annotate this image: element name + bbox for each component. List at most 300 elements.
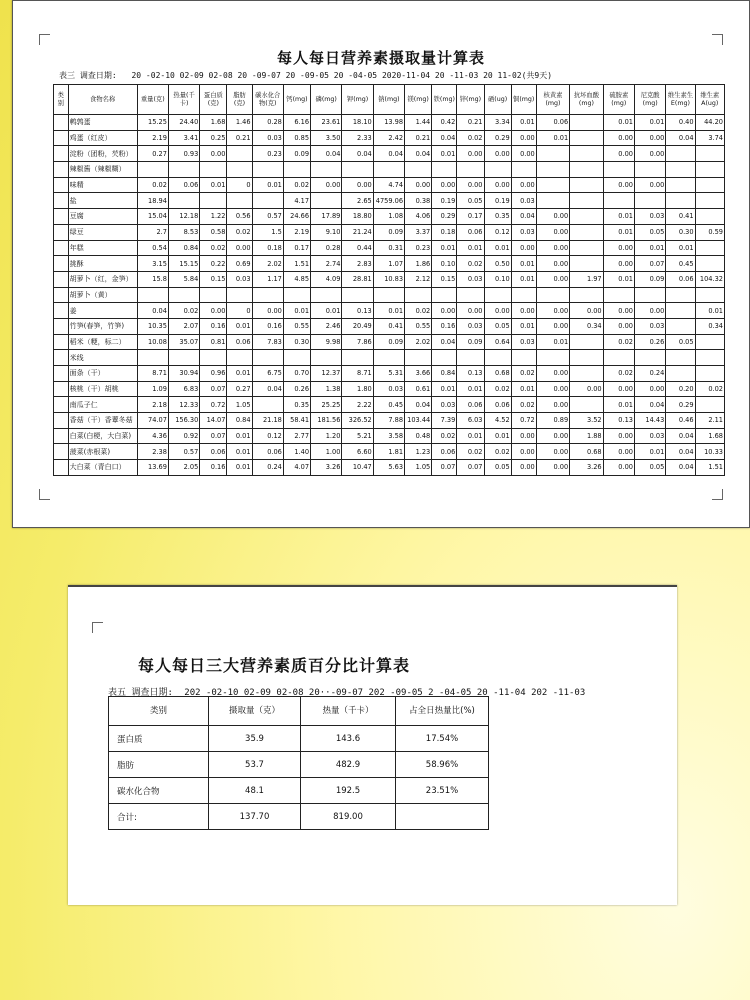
table-cell: 0.00 <box>570 303 603 319</box>
table-cell <box>54 428 69 444</box>
table-cell <box>54 350 69 366</box>
table-cell: 4.17 <box>283 193 310 209</box>
table-cell: 0.00 <box>634 303 665 319</box>
table-cell: 0.25 <box>200 130 227 146</box>
table-row <box>54 287 725 303</box>
table-cell: 4.07 <box>283 460 310 476</box>
table-cell: 0.04 <box>405 397 432 413</box>
table-cell: 3.41 <box>168 130 199 146</box>
table-cell: 1.86 <box>405 256 432 272</box>
table-cell: 0.06 <box>168 177 199 193</box>
table-cell: 0.34 <box>695 318 724 334</box>
table-cell <box>227 350 252 366</box>
table-cell: 0.01 <box>227 444 252 460</box>
table-cell: 0.00 <box>342 177 373 193</box>
column-header: 维生素A(ug) <box>695 85 724 115</box>
table-cell: 绿豆 <box>68 224 137 240</box>
table-cell: 0.00 <box>536 209 569 225</box>
table-cell <box>54 224 69 240</box>
table-cell: 23.61 <box>311 115 342 131</box>
table-cell: 2.83 <box>342 256 373 272</box>
table-cell: 0.01 <box>511 318 536 334</box>
table-cell: 0.21 <box>457 115 484 131</box>
table-cell: 0.85 <box>283 130 310 146</box>
table-cell: 0.01 <box>227 460 252 476</box>
table-cell: 0.00 <box>603 240 634 256</box>
table-row <box>109 726 489 752</box>
table-cell: 28.81 <box>342 271 373 287</box>
column-header: 尼克酸(mg) <box>634 85 665 115</box>
table-cell: 0.16 <box>200 318 227 334</box>
table-cell: 0.02 <box>137 177 168 193</box>
table-header-row <box>109 697 489 726</box>
table-cell: 0.04 <box>432 130 457 146</box>
table-row <box>54 460 725 476</box>
table-cell <box>373 350 404 366</box>
table-cell: 9.10 <box>311 224 342 240</box>
table-cell: 鸡蛋（红皮） <box>68 130 137 146</box>
table-cell <box>536 193 569 209</box>
table-cell <box>570 209 603 225</box>
table-cell: 0.02 <box>603 366 634 382</box>
table-cell: 4.06 <box>405 209 432 225</box>
column-header: 镁(mg) <box>405 85 432 115</box>
table-cell: 6.03 <box>457 413 484 429</box>
column-header: 碳水化合物(克) <box>252 85 283 115</box>
table-cell: 0.00 <box>511 303 536 319</box>
table-cell: 1.38 <box>311 381 342 397</box>
table-cell <box>54 256 69 272</box>
table-cell: 0.45 <box>373 397 404 413</box>
table-cell: 0.05 <box>457 193 484 209</box>
table-cell <box>54 177 69 193</box>
table-cell: 菠菜(赤根菜) <box>68 444 137 460</box>
table-cell: 3.66 <box>405 366 432 382</box>
table-cell: 0.30 <box>666 224 695 240</box>
table-cell: 0.00 <box>536 240 569 256</box>
table-cell: 0.27 <box>137 146 168 162</box>
table-cell <box>511 162 536 178</box>
table-cell: 0.29 <box>432 209 457 225</box>
table-cell <box>373 287 404 303</box>
table-cell <box>168 350 199 366</box>
table-cell: 1.08 <box>373 209 404 225</box>
table-cell: 鹌鹑蛋 <box>68 115 137 131</box>
table-cell <box>570 224 603 240</box>
table-cell: 0.09 <box>373 224 404 240</box>
table-cell: 3.15 <box>137 256 168 272</box>
table-cell: 0.00 <box>200 146 227 162</box>
table-cell: 20.49 <box>342 318 373 334</box>
table-cell: 0.00 <box>511 460 536 476</box>
table-cell: 0.26 <box>283 381 310 397</box>
table-cell: 0.21 <box>405 130 432 146</box>
table-cell <box>695 256 724 272</box>
table-row <box>54 366 725 382</box>
table-cell: 0.00 <box>570 381 603 397</box>
column-header: 硫胺素(mg) <box>603 85 634 115</box>
table-cell: 0.00 <box>252 303 283 319</box>
column-header: 锌(mg) <box>457 85 484 115</box>
table-cell <box>252 287 283 303</box>
table-row <box>54 350 725 366</box>
table-cell: 0.19 <box>484 193 511 209</box>
table-cell: 0.06 <box>484 397 511 413</box>
table-cell: 0.56 <box>227 209 252 225</box>
table-cell <box>54 240 69 256</box>
table-cell: 0.00 <box>603 146 634 162</box>
table-cell: 44.20 <box>695 115 724 131</box>
table-cell: 0.70 <box>283 366 310 382</box>
table-cell: 8.71 <box>342 366 373 382</box>
table-cell: 0.61 <box>405 381 432 397</box>
table-cell: 0.45 <box>666 256 695 272</box>
table-cell: 0.20 <box>666 381 695 397</box>
table-cell: 482.9 <box>301 752 396 778</box>
table-cell: 0.24 <box>634 366 665 382</box>
table-cell <box>168 193 199 209</box>
table-cell: 0.04 <box>342 146 373 162</box>
table-cell: 17.54% <box>396 726 489 752</box>
table-cell: 0.07 <box>432 460 457 476</box>
table-cell: 0.00 <box>311 177 342 193</box>
table-cell <box>405 350 432 366</box>
table-cell: 0.04 <box>405 146 432 162</box>
table-cell <box>695 397 724 413</box>
table-cell <box>227 193 252 209</box>
table-cell: 1.44 <box>405 115 432 131</box>
table-cell: 0.03 <box>252 130 283 146</box>
table-cell: 0.00 <box>432 177 457 193</box>
table-cell: 0.01 <box>311 303 342 319</box>
column-header: 抗坏血酸(mg) <box>570 85 603 115</box>
column-header: 核黄素(mg) <box>536 85 569 115</box>
table-cell: 0.01 <box>603 224 634 240</box>
table-cell: 盐 <box>68 193 137 209</box>
table-cell: 0.89 <box>536 413 569 429</box>
table-cell: 0.84 <box>432 366 457 382</box>
table-cell <box>570 334 603 350</box>
table-cell: 1.51 <box>695 460 724 476</box>
table-cell <box>536 350 569 366</box>
table-cell: 14.07 <box>200 413 227 429</box>
crop-mark <box>39 34 50 45</box>
table-cell: 1.81 <box>373 444 404 460</box>
table-cell: 0.06 <box>432 444 457 460</box>
table-cell: 0.02 <box>283 177 310 193</box>
table-cell: 1.5 <box>252 224 283 240</box>
table-cell: 0.00 <box>603 444 634 460</box>
table-cell <box>570 177 603 193</box>
table-cell <box>311 162 342 178</box>
table-cell: 0.07 <box>200 428 227 444</box>
table-cell <box>396 804 489 830</box>
table-row <box>54 303 725 319</box>
table-cell: 姜 <box>68 303 137 319</box>
table-cell: 4.85 <box>283 271 310 287</box>
column-header: 脂肪(克) <box>227 85 252 115</box>
table-cell: 0.00 <box>603 318 634 334</box>
table-cell: 137.70 <box>209 804 301 830</box>
table-cell: 2.46 <box>311 318 342 334</box>
table-cell: 0.03 <box>457 318 484 334</box>
table-cell: 0.01 <box>283 303 310 319</box>
table-cell: 10.35 <box>137 318 168 334</box>
column-header: 维生素生E(mg) <box>666 85 695 115</box>
table-cell <box>666 287 695 303</box>
table-row <box>109 804 489 830</box>
table-cell: 0.00 <box>511 444 536 460</box>
table-cell: 0.24 <box>252 460 283 476</box>
table-cell: 53.7 <box>209 752 301 778</box>
table-cell: 0.00 <box>536 428 569 444</box>
table-cell: 0.30 <box>283 334 310 350</box>
table-cell: 0.01 <box>634 115 665 131</box>
column-header: 钾(mg) <box>342 85 373 115</box>
table-cell: 0.57 <box>168 444 199 460</box>
table-cell: 2.74 <box>311 256 342 272</box>
table-cell: 15.8 <box>137 271 168 287</box>
nutrient-intake-sheet <box>12 0 750 528</box>
table-cell: 0.12 <box>484 224 511 240</box>
table-cell: 8.53 <box>168 224 199 240</box>
table-cell: 0.68 <box>484 366 511 382</box>
table-cell: 0.00 <box>536 271 569 287</box>
table-cell: 0.04 <box>666 130 695 146</box>
table-cell: 21.18 <box>252 413 283 429</box>
table-cell <box>603 287 634 303</box>
survey-dates: 20 -02-10 02-09 02-08 20 -09-07 20 -09-05 20 -04-05 2020-11-04 20 -11-03 20 11-02(共9天) <box>131 71 553 80</box>
table-cell: 0.01 <box>695 303 724 319</box>
table-cell: 1.23 <box>405 444 432 460</box>
table-row <box>54 256 725 272</box>
table-cell: 0.01 <box>603 209 634 225</box>
table-cell: 0.05 <box>484 460 511 476</box>
table-cell: 0.00 <box>536 366 569 382</box>
table-cell: 0.17 <box>283 240 310 256</box>
table-row <box>54 193 725 209</box>
table-cell <box>695 366 724 382</box>
table-cell <box>666 366 695 382</box>
table-cell: 0.00 <box>634 177 665 193</box>
table-cell <box>311 287 342 303</box>
table-cell: 0.01 <box>511 256 536 272</box>
table-cell <box>200 193 227 209</box>
table-row <box>54 177 725 193</box>
table-cell: 9.98 <box>311 334 342 350</box>
table-cell: 181.56 <box>311 413 342 429</box>
table-cell: 0.04 <box>634 397 665 413</box>
table-cell <box>432 350 457 366</box>
table-cell <box>54 287 69 303</box>
table-cell: 脂肪 <box>109 752 209 778</box>
table-cell: 0.00 <box>603 460 634 476</box>
table-cell: 0 <box>227 177 252 193</box>
table-cell: 0.92 <box>168 428 199 444</box>
table-cell: 0.01 <box>432 381 457 397</box>
table-cell: 0.01 <box>252 177 283 193</box>
table-cell <box>168 162 199 178</box>
table-cell: 0.00 <box>536 381 569 397</box>
table-cell: 0.44 <box>342 240 373 256</box>
column-header: 食物名称 <box>68 85 137 115</box>
table-cell <box>54 397 69 413</box>
table-cell: 0.23 <box>252 146 283 162</box>
table-cell: 0.54 <box>137 240 168 256</box>
table-cell <box>666 303 695 319</box>
table-cell: 0.02 <box>432 428 457 444</box>
table-cell: 0.68 <box>570 444 603 460</box>
table-cell: 0.01 <box>603 115 634 131</box>
table-cell: 0.23 <box>405 240 432 256</box>
table-cell: 0.07 <box>634 256 665 272</box>
table-cell <box>283 162 310 178</box>
column-header: 钙(mg) <box>283 85 310 115</box>
table-cell: 2.22 <box>342 397 373 413</box>
table-cell <box>511 287 536 303</box>
table-cell: 48.1 <box>209 778 301 804</box>
table-cell: 326.52 <box>342 413 373 429</box>
table-cell: 10.08 <box>137 334 168 350</box>
table-cell: 0.01 <box>227 318 252 334</box>
table-cell <box>227 287 252 303</box>
table-cell: 0.00 <box>484 303 511 319</box>
table-cell: 0 <box>227 303 252 319</box>
table-cell: 0.04 <box>432 334 457 350</box>
table-cell: 0.00 <box>511 146 536 162</box>
table-cell: 0.31 <box>373 240 404 256</box>
table-cell: 0.27 <box>227 381 252 397</box>
table-cell: 3.37 <box>405 224 432 240</box>
table-cell: 6.83 <box>168 381 199 397</box>
table-cell: 0.13 <box>342 303 373 319</box>
table-cell <box>54 115 69 131</box>
table-cell <box>570 146 603 162</box>
table-cell: 3.50 <box>311 130 342 146</box>
table-cell: 0.01 <box>511 115 536 131</box>
table-cell: 143.6 <box>301 726 396 752</box>
table-cell: 3.58 <box>373 428 404 444</box>
table-cell <box>603 193 634 209</box>
table-cell <box>570 240 603 256</box>
table-cell: 0.03 <box>634 209 665 225</box>
table-cell <box>666 177 695 193</box>
table-cell: 0.01 <box>200 177 227 193</box>
table-cell: 15.15 <box>168 256 199 272</box>
table-row <box>54 318 725 334</box>
table-cell: 21.24 <box>342 224 373 240</box>
table-cell: 13.69 <box>137 460 168 476</box>
table-cell: 0.38 <box>405 193 432 209</box>
table-cell: 0.93 <box>168 146 199 162</box>
table-cell: 18.80 <box>342 209 373 225</box>
table-cell: 2.02 <box>405 334 432 350</box>
table-cell: 0.04 <box>252 381 283 397</box>
table-row <box>109 752 489 778</box>
table-cell <box>457 162 484 178</box>
table-number: 表五 <box>108 688 127 698</box>
table-cell: 辣椒酱（辣椒糊） <box>68 162 137 178</box>
table-cell: 竹笋(春笋，竹笋) <box>68 318 137 334</box>
table-cell: 0.58 <box>200 224 227 240</box>
table-cell: 0.01 <box>634 240 665 256</box>
table-cell: 0.00 <box>457 146 484 162</box>
table-cell: 2.77 <box>283 428 310 444</box>
table-cell: 0.35 <box>484 209 511 225</box>
table-cell <box>603 162 634 178</box>
table-cell: 0.00 <box>603 177 634 193</box>
table-cell: 103.44 <box>405 413 432 429</box>
table-cell <box>484 350 511 366</box>
table-cell: 12.33 <box>168 397 199 413</box>
survey-label: 调查日期: <box>79 71 117 80</box>
table-row <box>54 240 725 256</box>
table-cell <box>54 366 69 382</box>
table-cell: 南瓜子仁 <box>68 397 137 413</box>
table-cell: 13.98 <box>373 115 404 131</box>
table-cell: 0.12 <box>252 428 283 444</box>
table-cell: 5.84 <box>168 271 199 287</box>
table-cell <box>432 162 457 178</box>
table-cell: 0.19 <box>432 193 457 209</box>
table-cell: 0.28 <box>252 115 283 131</box>
table-cell: 蛋白质 <box>109 726 209 752</box>
table-cell: 核桃（干）胡桃 <box>68 381 137 397</box>
table-cell: 合计: <box>109 804 209 830</box>
table-cell <box>570 287 603 303</box>
table-cell: 1.40 <box>283 444 310 460</box>
table-cell: 0.96 <box>200 366 227 382</box>
table-cell: 18.10 <box>342 115 373 131</box>
table-cell: 0.01 <box>227 366 252 382</box>
table-cell <box>536 177 569 193</box>
table-cell: 米线 <box>68 350 137 366</box>
table-cell <box>570 115 603 131</box>
table-cell <box>54 130 69 146</box>
column-header: 占全日热量比(%) <box>396 697 489 726</box>
table-cell: 0.00 <box>511 428 536 444</box>
table-cell: 0.35 <box>283 397 310 413</box>
table-cell: 0.01 <box>432 146 457 162</box>
column-header: 蛋白质(克) <box>200 85 227 115</box>
table-cell: 0.04 <box>373 146 404 162</box>
table-cell: 0.00 <box>511 130 536 146</box>
table-cell: 24.40 <box>168 115 199 131</box>
table-cell: 58.41 <box>283 413 310 429</box>
table-cell: 面条（干） <box>68 366 137 382</box>
table-cell: 年糕 <box>68 240 137 256</box>
column-header: 热量（千卡） <box>301 697 396 726</box>
table-cell: 0.06 <box>666 271 695 287</box>
table-cell: 0.00 <box>603 428 634 444</box>
table-cell: 3.34 <box>484 115 511 131</box>
table-cell: 碳水化合物 <box>109 778 209 804</box>
table-cell: 0.55 <box>283 318 310 334</box>
table-cell <box>227 162 252 178</box>
table-cell: 0.02 <box>168 303 199 319</box>
table-cell: 0.06 <box>200 444 227 460</box>
table-cell: 0.17 <box>457 209 484 225</box>
table-cell: 12.18 <box>168 209 199 225</box>
table-cell: 1.68 <box>695 428 724 444</box>
table-cell: 0.05 <box>634 460 665 476</box>
table-cell: 4.36 <box>137 428 168 444</box>
table-cell: 8.71 <box>137 366 168 382</box>
table-cell <box>695 209 724 225</box>
table-cell: 0.84 <box>227 413 252 429</box>
table-cell <box>634 162 665 178</box>
table-cell: 2.65 <box>342 193 373 209</box>
